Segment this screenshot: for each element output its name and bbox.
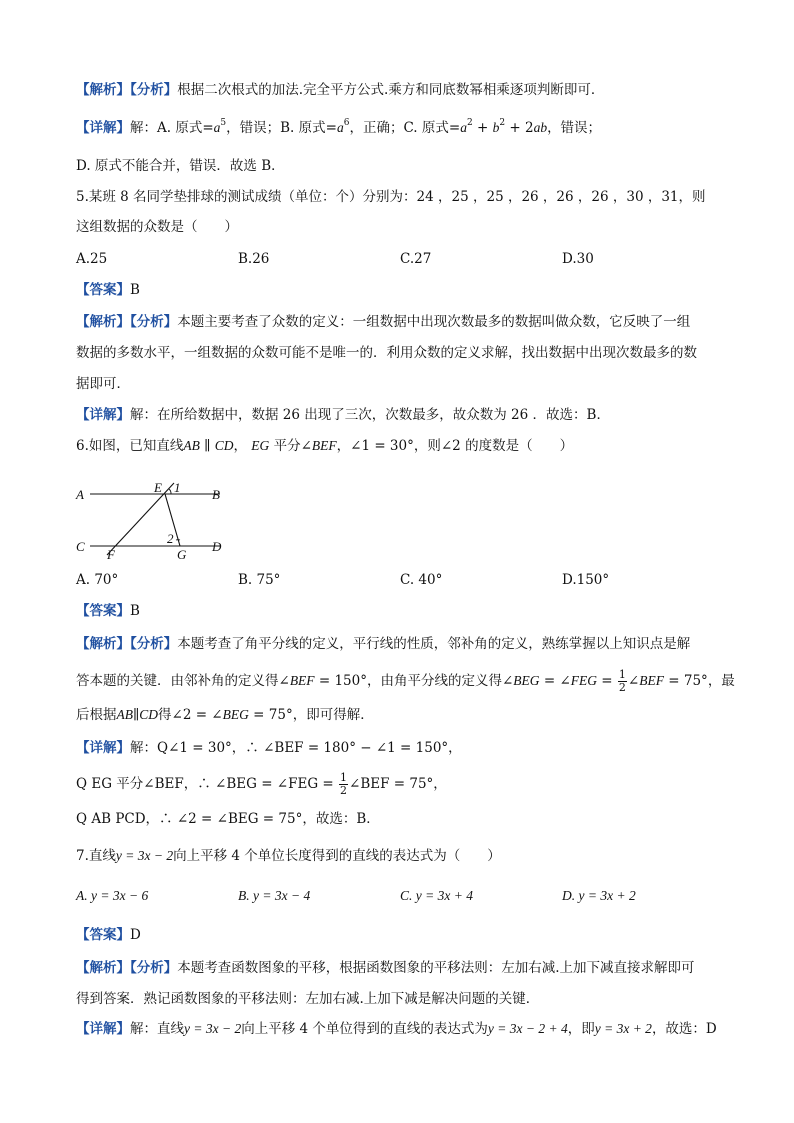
q6-detail-line3: Q AB PCD，∴ ∠2 = ∠BEG = 75°，故选：B． (76, 811, 380, 827)
fenxi-tag: 【分析】 (130, 636, 178, 652)
q6-detail-2b: ∠BEF = 75°， (349, 776, 447, 792)
frac-den: 2 (340, 784, 348, 797)
q5-option-d: D.30 (562, 251, 594, 267)
detail-tag: 【详解】 (76, 740, 130, 756)
answer-tag: 【答案】 (76, 282, 130, 298)
q4-analysis (76, 80, 604, 100)
q6-option-d: D.150° (562, 572, 610, 588)
q6-answer (76, 601, 140, 621)
q5-stem-line1: 5.某班 8 名同学垫排球的测试成绩（单位：个）分别为：24 ，25 ，25 ，26 ，26 ，26 ，30 ，31，则 (76, 189, 706, 205)
q5-analysis-line1 (76, 312, 690, 332)
q6-analysis-text1: 本题考查了角平分线的定义，平行线的性质，邻补角的定义，熟练掌握以上知识点是解 (177, 636, 691, 652)
q4-detail-d: ，错误； (547, 120, 602, 136)
q7-option-a: A. y = 3x − 6 (76, 888, 149, 903)
fig-label-e: E (154, 480, 162, 495)
q5-option-c: C.27 (400, 251, 432, 267)
q6-option-c: C. 40° (400, 572, 443, 588)
fig-label-c: C (76, 539, 85, 554)
q4-detail: 【详解】解：A. 原式$=a^5$，错误；B. 原式$=a^6$，正确；C. 原式$=a^2 + b^2 + 2ab$，错误； (76, 118, 602, 136)
q6-analysis-3a: 后根据 (76, 707, 117, 723)
fig-label-b: B (212, 487, 220, 502)
q6-stem: 6.如图，已知直线AB ∥ CD， EG 平分∠BEF，∠1 = 30°，则∠2 的度数是（ ） (76, 438, 574, 454)
q6-figure (70, 470, 240, 575)
fig-label-a: A (76, 487, 84, 502)
q7-detail-c: ，即 (567, 1021, 595, 1037)
q6-analysis-2a: 答本题的关键．由邻补角的定义得 (76, 673, 279, 689)
q6-stem-suffix: ，则∠2 的度数是（ ） (413, 438, 574, 454)
fenxi-tag: 【分析】 (130, 82, 178, 98)
q4-analysis-text: 根据二次根式的加法.完全平方公式.乘方和同底数幂相乘逐项判断即可． (177, 82, 605, 98)
q6-analysis-line2: 答本题的关键．由邻补角的定义得∠BEF = 150°，由角平分线的定义得∠BEG = ∠FEG = $\frac{1}{2}$ ∠BEF = 75°，最 (76, 668, 735, 694)
q6-stem-prefix: 6.如图，已知直线 (76, 438, 184, 454)
q7-stem (76, 846, 501, 866)
frac-num: 1 (618, 668, 626, 681)
q4-detail-line2: D. 原式不能合并，错误．故选 B． (76, 158, 285, 174)
fig-label-g: G (177, 547, 187, 562)
fig-label-d: D (212, 539, 222, 554)
q6-answer-value: B (130, 603, 140, 619)
q7-option-c: C. y = 3x + 4 (400, 888, 473, 903)
q6-detail-1: 解：Q∠1 = 30°，∴ ∠BEF = 180° − ∠1 = 150°， (130, 740, 462, 756)
q7-answer-value: D (130, 927, 141, 943)
q6-analysis-2c: ，最 (707, 673, 735, 689)
q5-analysis-text1: 本题主要考查了众数的定义：一组数据中出现次数最多的数据叫做众数，它反映了一组 (177, 314, 691, 330)
q5-answer-value: B (130, 282, 140, 298)
q6-detail-line2 (76, 772, 447, 797)
q6-analysis-2b: ，由角平分线的定义得 (366, 673, 502, 689)
q6-detail-2a: Q EG 平分∠BEF，∴ ∠BEG = ∠FEG = (76, 776, 334, 792)
detail-tag: 【详解】 (76, 1021, 130, 1037)
q7-stem-eq: y = 3x − 2 (115, 848, 174, 863)
q7-analysis-line2: 得到答案．熟记函数图象的平移法则：左加右减.上加下减是解决问题的关键． (76, 991, 540, 1007)
q6-option-b: B. 75° (238, 572, 281, 588)
fenxi-tag: 【分析】 (130, 314, 178, 330)
q7-detail (76, 1019, 717, 1039)
q7-option-d: D. y = 3x + 2 (562, 888, 636, 903)
q6-analysis-line1 (76, 634, 690, 654)
q5-detail (76, 405, 610, 425)
half-fraction-2 (339, 772, 348, 797)
q4-detail-b: ，错误；B. 原式= (226, 120, 337, 136)
analysis-tag: 【解析】 (76, 636, 130, 652)
q7-answer (76, 925, 141, 945)
q7-analysis-text1: 本题考查函数图象的平移，根据函数图象的平移法则：左加右减.上加下减直接求解即可 (177, 960, 695, 976)
q5-option-a: A.25 (76, 251, 108, 267)
analysis-tag: 【解析】 (76, 82, 130, 98)
answer-tag: 【答案】 (76, 603, 130, 619)
q7-stem-suffix: 向上平移 4 个单位长度得到的直线的表达式为（ ） (173, 848, 501, 864)
q4-detail-a: 解：A. 原式= (130, 120, 214, 136)
q5-detail-text: 解：在所给数据中，数据 26 出现了三次，次数最多，故众数为 26 ．故选：B． (130, 407, 610, 423)
half-fraction (618, 669, 627, 694)
analysis-tag: 【解析】 (76, 960, 130, 976)
q4-detail-c: ，正确；C. 原式= (349, 120, 461, 136)
q7-detail-eq1: y = 3x − 2 (184, 1021, 242, 1036)
q5-analysis-line2: 数据的多数水平，一组数据的众数可能不是唯一的．利用众数的定义求解，找出数据中出现次数最多的数 (76, 345, 697, 361)
q7-stem-prefix: 7.直线 (76, 848, 116, 864)
analysis-tag: 【解析】 (76, 314, 130, 330)
q7-detail-eq2: y = 3x − 2 + 4 (487, 1021, 568, 1036)
q5-answer (76, 280, 140, 300)
q5-analysis-line3: 据即可． (76, 376, 130, 392)
q7-detail-eq3: y = 3x + 2 (594, 1021, 652, 1036)
q6-analysis-3b: ，即可得解． (292, 707, 374, 723)
fenxi-tag: 【分析】 (130, 960, 178, 976)
frac-den: 2 (618, 681, 626, 694)
answer-tag: 【答案】 (76, 927, 130, 943)
q7-analysis-line1 (76, 958, 695, 978)
q6-analysis-line3: 后根据AB∥CD得∠2 = ∠BEG = 75°，即可得解． (76, 707, 374, 723)
q7-option-b: B. y = 3x − 4 (238, 888, 311, 903)
detail-tag: 【详解】 (76, 407, 130, 423)
q5-option-b: B.26 (238, 251, 270, 267)
fig-label-f: F (107, 547, 115, 562)
q6-detail-line1 (76, 738, 462, 758)
q5-stem-line2: 这组数据的众数是（ ） (76, 219, 238, 235)
detail-tag: 【详解】 (76, 120, 130, 136)
fig-label-angle1: 1 (174, 480, 181, 495)
q6-option-a: A. 70° (76, 572, 119, 588)
q7-detail-b: 向上平移 4 个单位得到的直线的表达式为 (241, 1021, 488, 1037)
fig-label-angle2: 2 (167, 531, 174, 546)
frac-num: 1 (340, 771, 348, 784)
q7-detail-d: ，故选：D (651, 1021, 717, 1037)
q7-detail-a: 解：直线 (130, 1021, 184, 1037)
